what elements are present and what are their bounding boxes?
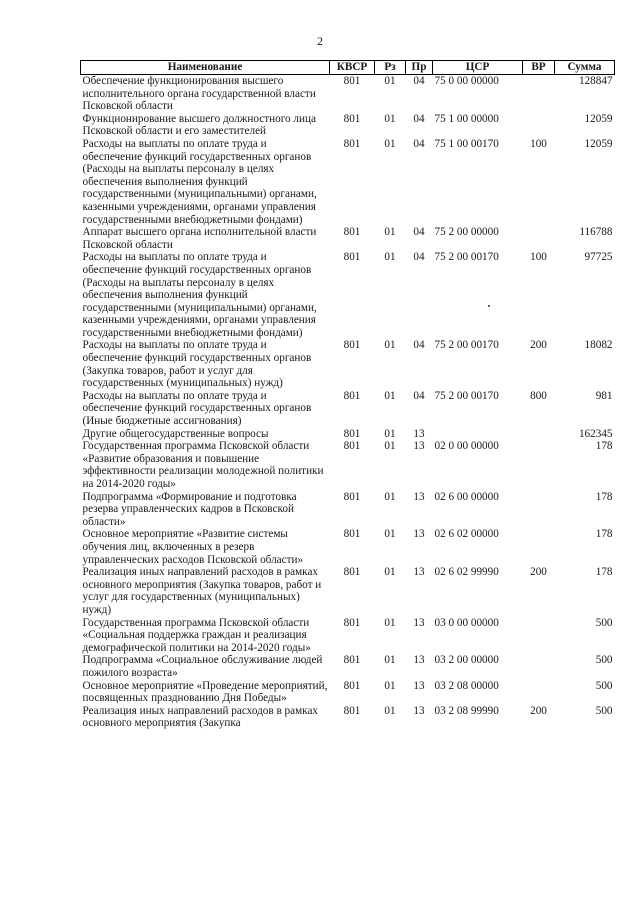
cell-pr: 13 [413,654,425,667]
cell-kvsr: 801 [343,704,361,717]
cell-kvsr: 801 [343,137,361,150]
cell-name: Государственная программа Псковской области «Развитие образования и повышение эффективности реализации молодежной политики на 2014-2020 годы» [82,440,324,490]
cell-csr: 75 2 00 00170 [434,389,499,402]
table-row [81,528,615,566]
header-kvsr: КВСР [330,61,375,75]
cell-name: Реализация иных направлений расходов в рамках основного мероприятия (Закупка [82,704,319,730]
cell-sum: 178 [595,490,613,503]
table-row [81,390,615,428]
cell-kvsr: 801 [343,427,361,440]
cell-rz: 01 [384,654,396,667]
header-vr: ВР [523,61,555,75]
cell-pr: 13 [413,427,425,440]
cell-kvsr: 801 [343,528,361,541]
cell-pr: 04 [413,112,425,125]
page-number: 2 [317,34,323,48]
cell-pr: 13 [413,490,425,503]
cell-pr: 13 [413,528,425,541]
cell-rz: 01 [384,679,396,692]
cell-rz: 01 [384,389,396,402]
cell-name: Расходы на выплаты по оплате труда и обеспечение функций государственных органов (Расходы на выплаты персоналу в целях обеспечения выполнения функций государственными (муниципальными) органами, казенными учреждениями, органами управления государственными внебюджетными фондами) [82,137,317,226]
cell-rz: 01 [384,226,396,239]
table-header [81,61,615,75]
cell-name: Подпрограмма «Формирование и подготовка резерва управленческих кадров в Псковской области» [82,490,297,528]
cell-pr: 04 [413,251,425,264]
cell-csr: 75 1 00 00170 [434,137,499,150]
cell-vr: 800 [530,389,547,402]
cell-pr: 04 [413,137,425,150]
cell-name: Функционирование высшего должностного лица Псковской области и его заместителей [82,112,316,138]
cell-csr: 75 2 00 00170 [434,251,499,264]
table-row [81,566,615,616]
cell-rz: 01 [384,440,396,453]
cell-csr: 75 2 00 00000 [434,226,499,239]
cell-kvsr: 801 [343,75,361,87]
cell-name: Основное мероприятие «Проведение мероприятий, посвященных празднованию Дня Победы» [82,679,328,705]
cell-sum: 178 [595,566,613,579]
cell-rz: 01 [384,251,396,264]
table-row [81,113,615,138]
cell-rz: 01 [384,427,396,440]
cell-rz: 01 [384,704,396,717]
cell-pr: 04 [413,226,425,239]
cell-vr [523,617,555,655]
cell-vr [523,428,555,441]
cell-kvsr: 801 [343,389,361,402]
cell-csr: 03 2 08 00000 [434,679,499,692]
cell-vr [523,528,555,566]
cell-name: Другие общегосударственные вопросы [82,427,269,440]
cell-name: Подпрограмма «Социальное обслуживание людей пожилого возраста» [82,654,323,679]
cell-name: Расходы на выплаты по оплате труда и обеспечение функций государственных органов (Расходы на выплаты персоналу в целях обеспечения выполнения функций государственными (муниципальными) органами, казенными учреждениями, органами управления государственными внебюджетными фондами) [82,251,317,339]
cell-name: Расходы на выплаты по оплате труда и обеспечение функций государственных органов (Иные бюджетные ассигнования) [82,389,312,428]
cell-vr: 100 [530,251,547,264]
table-row [81,138,615,226]
cell-csr: 03 2 00 00000 [434,654,499,667]
cell-csr: 02 6 02 00000 [434,528,499,541]
table-row [81,617,615,655]
cell-vr [523,680,555,705]
cell-rz: 01 [384,490,396,503]
cell-kvsr: 801 [343,654,361,667]
header-sum: Сумма [555,61,615,75]
cell-kvsr: 801 [343,440,361,453]
cell-pr: 13 [413,616,425,629]
cell-vr: 200 [530,566,547,579]
table-row [81,491,615,529]
cell-rz: 01 [384,566,396,579]
cell-rz: 01 [384,339,396,352]
cell-csr [433,428,523,441]
cell-vr: 200 [530,704,547,717]
cell-pr: 04 [413,389,425,402]
cell-csr: 03 2 08 99990 [434,704,499,717]
cell-kvsr: 801 [343,251,361,264]
cell-kvsr: 801 [343,339,361,352]
table-row [81,654,615,679]
cell-vr: 100 [530,137,547,150]
cell-sum: 178 [595,440,613,453]
cell-csr: 75 1 00 00000 [434,112,499,125]
table-body [81,75,615,730]
cell-name: Аппарат высшего органа исполнительной власти Псковской области [82,226,317,251]
cell-sum: 500 [595,679,613,692]
table-row [81,226,615,251]
cell-pr: 13 [413,679,425,692]
header-row [81,61,615,75]
cell-sum: 500 [595,654,613,667]
cell-sum: 162345 [578,427,613,440]
cell-name: Государственная программа Псковской области «Социальная поддержка граждан и реализация демографической политики на 2014-2020 годы» [82,616,311,654]
cell-vr [523,654,555,679]
cell-sum: 178 [595,528,613,541]
cell-vr [523,491,555,529]
cell-pr: 13 [413,704,425,717]
cell-vr [523,75,555,113]
cell-vr [523,440,555,490]
header-name: Наименование [81,61,330,75]
cell-csr: 02 6 00 00000 [434,490,499,503]
cell-name: Основное мероприятие «Развитие системы обучения лиц, включенных в резерв управленческих расходов Псковской области» [82,528,304,566]
cell-sum: 981 [595,389,613,402]
cell-sum: 500 [595,616,613,629]
cell-csr: 02 6 02 99990 [434,566,499,579]
cell-kvsr: 801 [343,679,361,692]
table-row [81,680,615,705]
cell-kvsr: 801 [343,112,361,125]
cell-pr: 13 [413,566,425,579]
cell-sum: 500 [595,704,613,717]
header-csr: ЦСР [433,61,523,75]
cell-rz: 01 [384,137,396,150]
cell-sum: 97725 [584,251,613,264]
cell-pr: 13 [413,440,425,453]
cell-kvsr: 801 [343,616,361,629]
cell-rz: 01 [384,528,396,541]
cell-rz: 01 [384,112,396,125]
cell-sum: 128847 [578,75,613,87]
cell-csr: 03 0 00 00000 [434,616,499,629]
cell-sum: 116788 [579,226,613,239]
cell-name: Обеспечение функционирования высшего исполнительного органа государственной власти Псковской области [82,75,316,113]
cell-csr: 02 0 00 00000 [434,440,499,453]
table-row [81,251,615,339]
cell-rz: 01 [384,75,396,87]
header-rz: Рз [375,61,406,75]
cell-kvsr: 801 [343,226,361,239]
cell-name: Реализация иных направлений расходов в рамках основного мероприятия (Закупка товаров, работ и услуг для государственных (муниципальных) нужд) [82,566,322,616]
cell-pr: 04 [413,339,425,352]
cell-vr: 200 [530,339,547,352]
cell-sum: 12059 [584,112,613,125]
table-row [81,428,615,441]
cell-sum: 18082 [584,339,613,352]
cell-kvsr: 801 [343,490,361,503]
cell-rz: 01 [384,616,396,629]
table-row [81,339,615,389]
cell-csr: 75 2 00 00170 [434,339,499,352]
table-row [81,75,615,113]
cell-vr [523,226,555,251]
cell-name: Расходы на выплаты по оплате труда и обеспечение функций государственных органов (Закупка товаров, работ и услуг для государственных (муниципальных) нужд) [82,339,312,390]
cell-kvsr: 801 [343,566,361,579]
budget-table [80,60,615,730]
cell-sum: 12059 [584,137,613,150]
cell-pr: 04 [413,75,425,87]
cell-csr: 75 0 00 00000 [434,75,499,87]
table-row [81,705,615,730]
cell-vr [523,113,555,138]
header-pr: Пр [406,61,433,75]
table-row [81,440,615,490]
